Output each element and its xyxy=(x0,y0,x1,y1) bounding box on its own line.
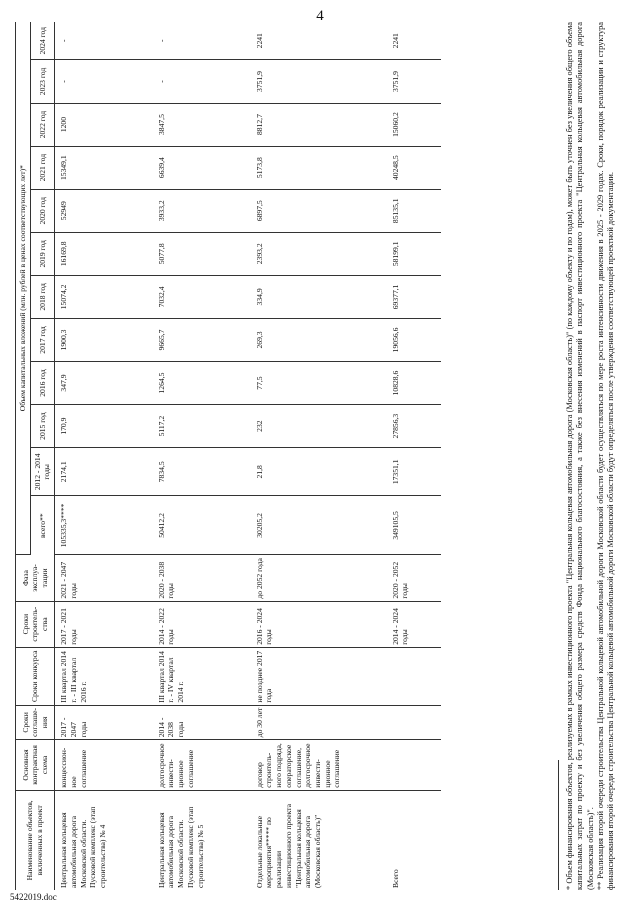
row-value: 347,9 xyxy=(55,362,153,405)
row-value: 21,8 xyxy=(251,448,381,496)
row-value: 6897,5 xyxy=(251,189,381,232)
header-capex-caption: Объем капитальных вложений (млн. рублей в ценах соответствующих лет)* xyxy=(16,22,31,555)
row-value: 3847,5 xyxy=(153,103,251,146)
row-value: 15349,1 xyxy=(55,146,153,189)
row-total: 50412,2 xyxy=(153,496,251,555)
table-row-total xyxy=(381,22,441,890)
row-value: 2393,2 xyxy=(251,232,381,275)
footer-filename: 5422019.doc xyxy=(10,892,57,902)
row-value: 17351,1 xyxy=(381,448,441,496)
header-tender-term: Сроки конкурса xyxy=(16,647,55,705)
row-value: 8812,7 xyxy=(251,103,381,146)
header-year: 2022 год xyxy=(30,103,54,146)
row-name: Всего xyxy=(390,869,400,888)
capital-investment-table xyxy=(15,22,441,890)
row-value: 27856,3 xyxy=(381,405,441,448)
row-tender: III квартал 2014 г. - IV квартал 2014 г. xyxy=(153,647,251,705)
row-construction: 2017 - 2021 годы xyxy=(55,601,153,647)
row-value: 232 xyxy=(251,405,381,448)
row-scheme: концессион-ное соглашение xyxy=(55,740,153,790)
header-year: 2023 год xyxy=(30,60,54,103)
rotated-page-content xyxy=(15,20,635,890)
header-year: 2012 - 2014 годы xyxy=(30,448,54,496)
row-value: 10828,6 xyxy=(381,362,441,405)
row-value: 3751,9 xyxy=(381,60,441,103)
row-value: 7834,5 xyxy=(153,448,251,496)
header-agreement-term: Сроки соглаше-ния xyxy=(16,705,55,740)
header-year: 2018 год xyxy=(30,275,54,318)
row-value: 15074,2 xyxy=(55,275,153,318)
table-row xyxy=(153,22,251,890)
row-value: 1900,3 xyxy=(55,318,153,361)
row-total: 30205,2 xyxy=(251,496,381,555)
row-value: - xyxy=(55,60,153,103)
row-value: 3933,2 xyxy=(153,189,251,232)
table-row xyxy=(251,22,381,890)
row-tender xyxy=(381,647,441,705)
row-operation: до 2052 года xyxy=(251,555,381,601)
header-construction-term: Сроки строитель-ства xyxy=(16,601,55,647)
row-agreement: 2017 - 2047 годы xyxy=(55,705,153,740)
row-scheme: договор строитель-ного подряда, операторское соглашение, долгосрочное инвести-ционное соглашение xyxy=(251,740,381,790)
row-value: 19056,6 xyxy=(381,318,441,361)
header-year: 2019 год xyxy=(30,232,54,275)
row-agreement xyxy=(381,705,441,740)
row-value: 2174,1 xyxy=(55,448,153,496)
row-operation: 2020 - 2038 годы xyxy=(153,555,251,601)
row-scheme: долгосрочное инвести-ционное соглашение xyxy=(153,740,251,790)
row-operation: 2020 - 2052 годы xyxy=(381,555,441,601)
row-value: 15060,2 xyxy=(381,103,441,146)
row-value: 2241 xyxy=(381,22,441,60)
header-year: 2024 год xyxy=(30,22,54,60)
header-year: 2016 год xyxy=(30,362,54,405)
header-operation-phase: Фаза эксплуа-тации xyxy=(16,555,55,601)
footnotes xyxy=(565,22,616,890)
row-value: 3751,9 xyxy=(251,60,381,103)
row-name: Центральная кольцевая автомобильная дорога Московской области. Пусковой комплекс (этап строительства) № 5 xyxy=(156,806,205,888)
row-value: 77,5 xyxy=(251,362,381,405)
row-value: 1264,5 xyxy=(153,362,251,405)
row-value: 2241 xyxy=(251,22,381,60)
row-value: - xyxy=(55,22,153,60)
row-value: 6639,4 xyxy=(153,146,251,189)
row-construction: 2014 - 2024 годы xyxy=(381,601,441,647)
header-year: 2020 год xyxy=(30,189,54,232)
row-agreement: до 30 лет xyxy=(251,705,381,740)
row-value: 5173,8 xyxy=(251,146,381,189)
row-value: 1200 xyxy=(55,103,153,146)
row-name: Отдельные локальные мероприятия***** по реализации инвестиционного проекта "Центральная кольцевая автомобильная дорога (Московская область)" xyxy=(254,804,322,888)
row-operation: 2021 - 2047 годы xyxy=(55,555,153,601)
header-year: 2021 год xyxy=(30,146,54,189)
table-row xyxy=(55,22,153,890)
header-year: 2017 год xyxy=(30,318,54,361)
row-value: 40248,5 xyxy=(381,146,441,189)
row-value: 58199,1 xyxy=(381,232,441,275)
row-value: 269,3 xyxy=(251,318,381,361)
header-year: 2015 год xyxy=(30,405,54,448)
row-value: 5077,8 xyxy=(153,232,251,275)
row-value: 69377,1 xyxy=(381,275,441,318)
row-value: 7032,4 xyxy=(153,275,251,318)
row-construction: 2014 - 2022 годы xyxy=(153,601,251,647)
row-tender: не позднее 2017 года xyxy=(251,647,381,705)
row-construction: 2016 - 2024 годы xyxy=(251,601,381,647)
row-value: 16169,8 xyxy=(55,232,153,275)
row-total: 349105,5 xyxy=(381,496,441,555)
row-tender: III квартал 2014 г. - III квартал 2016 г. xyxy=(55,647,153,705)
row-value: - xyxy=(153,60,251,103)
row-value: 170,9 xyxy=(55,405,153,448)
row-value: 9665,7 xyxy=(153,318,251,361)
row-scheme xyxy=(381,740,441,790)
row-value: 334,9 xyxy=(251,275,381,318)
row-agreement: 2014 - 2038 годы xyxy=(153,705,251,740)
header-basic-scheme: Основная контрактная схема xyxy=(16,740,55,790)
row-total: 105335,3**** xyxy=(55,496,153,555)
footnote-1: * Объем финансирования объектов, реализуемых в рамках инвестиционного проекта "Центральная кольцевая автомобильная дорога (Московская область)" (по каждому объекту и по годам), может быть уточнен без увеличения общего объема капитальных затрат по проекту и без увеличения общего размера средств Фонда национального благосостояния, а также без внесения изменений в паспорт инвестиционного проекта "Центральная кольцевая автомобильная дорога (Московская область)". xyxy=(565,22,595,890)
header-total: всего** xyxy=(30,496,54,555)
footnote-separator xyxy=(558,760,559,890)
footnote-2: ** Реализация второй очереди строительства Центральной кольцевой автомобильной дороги Московской области будет осуществляться по мере роста интенсивности движения в 2025 - 2029 годах. Сроки, порядок реализации и структура финансирования второй очереди строительства Центральной кольцевой автомобильной дороги Московской области будут определяться после утверждения соответствующей проектной документации. xyxy=(595,22,615,890)
row-name: Центральная кольцевая автомобильная дорога Московской области. Пусковой комплекс (этап строительства) № 4 xyxy=(59,806,108,888)
row-value: 5117,2 xyxy=(153,405,251,448)
row-value: 85135,1 xyxy=(381,189,441,232)
row-value: 52949 xyxy=(55,189,153,232)
page-number: 4 xyxy=(316,8,324,24)
row-value: - xyxy=(153,22,251,60)
header-name: Наименование объектов, включенных в проект xyxy=(16,790,55,890)
